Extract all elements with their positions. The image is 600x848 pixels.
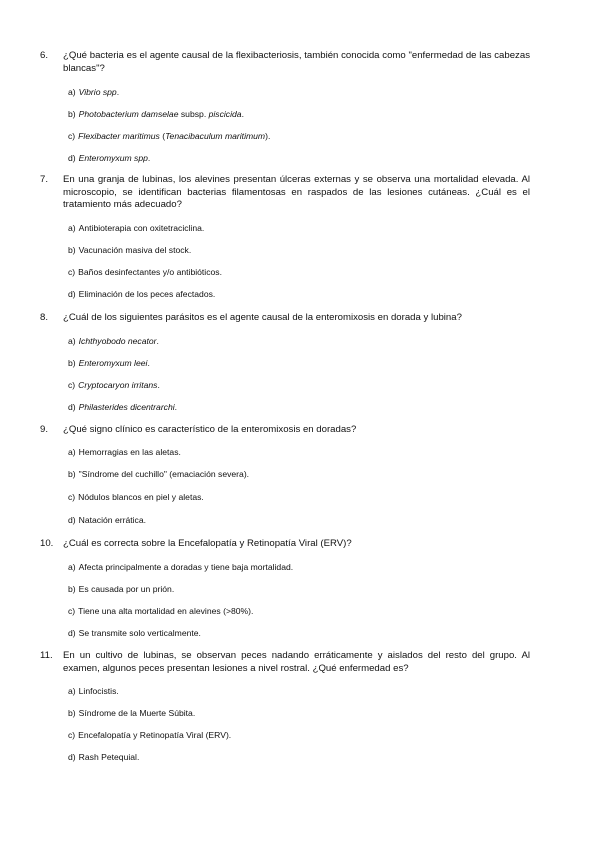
- option-letter: a): [68, 223, 76, 233]
- option-9c: [68, 492, 204, 503]
- option-text: Photobacterium damselae: [78, 109, 179, 119]
- option-text: Hemorragias en las aletas.: [78, 447, 181, 457]
- option-text: Síndrome de la Muerte Súbita.: [78, 708, 196, 718]
- option-text: Vibrio spp: [78, 87, 117, 97]
- option-11d: [68, 752, 139, 763]
- question-number: 11.: [40, 650, 53, 661]
- option-letter: b): [68, 245, 76, 255]
- option-10d: [68, 628, 201, 639]
- option-8b: [68, 358, 150, 369]
- option-10a: [68, 562, 293, 573]
- option-letter: b): [68, 358, 76, 368]
- option-7d: [68, 289, 215, 300]
- option-text: .: [174, 402, 178, 412]
- question-10: [40, 538, 530, 551]
- option-11b: [68, 708, 195, 719]
- question-number: 6.: [40, 50, 49, 61]
- option-letter: d): [68, 752, 76, 762]
- option-letter: a): [68, 447, 76, 457]
- option-text: piscicida: [208, 109, 242, 119]
- option-letter: d): [68, 515, 76, 525]
- option-6a: [68, 87, 119, 98]
- option-letter: a): [68, 562, 76, 572]
- option-letter: a): [68, 336, 76, 346]
- question-7: [40, 174, 530, 212]
- option-text: .: [156, 336, 159, 346]
- option-6b: [68, 109, 244, 120]
- option-letter: c): [68, 730, 76, 740]
- option-text: Tiene una alta mortalidad en alevines (>80%).: [78, 606, 254, 616]
- option-letter: b): [68, 469, 76, 479]
- option-text: Nódulos blancos en piel y aletas.: [78, 492, 204, 502]
- option-6d: [68, 153, 150, 164]
- option-letter: d): [68, 402, 76, 412]
- option-letter: c): [68, 492, 76, 502]
- option-text: subsp.: [178, 109, 209, 119]
- option-letter: d): [68, 153, 76, 163]
- option-text: Natación errática.: [78, 515, 147, 525]
- option-7b: [68, 245, 191, 256]
- option-letter: b): [68, 584, 76, 594]
- option-text: Baños desinfectantes y/o antibióticos.: [78, 267, 222, 277]
- option-7a: [68, 223, 204, 234]
- option-text: Vacunación masiva del stock.: [78, 245, 192, 255]
- question-text: ¿Cuál es correcta sobre la Encefalopatía y Retinopatía Viral (ERV)?: [63, 538, 352, 549]
- option-text: Tenacibaculum maritimum: [165, 131, 266, 141]
- option-letter: d): [68, 628, 76, 638]
- question-text: En un cultivo de lubinas, se observan peces nadando erráticamente y aislados del resto del grupo. Al examen, algunos peces presentan lesiones a nivel rostral. ¿Qué enfermedad es?: [63, 650, 530, 674]
- question-text: En una granja de lubinas, los alevines presentan úlceras externas y se observa una mortalidad elevada. Al microscopio, se identifican bacterias filamentosas en raspados de las lesiones cutáneas. ¿Cuál es el tratamiento más adecuado?: [63, 174, 530, 210]
- option-letter: d): [68, 289, 76, 299]
- question-number: 8.: [40, 312, 49, 323]
- question-number: 7.: [40, 174, 49, 185]
- option-text: Ichthyobodo necator: [78, 336, 157, 346]
- option-8d: [68, 402, 177, 413]
- option-9b: [68, 469, 249, 480]
- option-text: Linfocistis.: [78, 686, 119, 696]
- option-letter: c): [68, 380, 76, 390]
- option-text: "Síndrome del cuchillo" (emaciación severa).: [78, 469, 250, 479]
- option-text: .: [241, 109, 244, 119]
- option-text: Philasterides dicentrarchi: [78, 402, 175, 412]
- question-9: [40, 424, 530, 437]
- option-text: Antibioterapia con oxitetraciclina.: [78, 223, 205, 233]
- option-text: Enteromyxum leei: [78, 358, 148, 368]
- option-letter: b): [68, 109, 76, 119]
- option-text: .: [147, 153, 151, 163]
- option-6c: [68, 131, 270, 142]
- question-11: [40, 650, 530, 675]
- option-text: .: [147, 358, 150, 368]
- option-text: Es causada por un prión.: [78, 584, 175, 594]
- option-letter: b): [68, 708, 76, 718]
- option-8c: [68, 380, 160, 391]
- option-9a: [68, 447, 181, 458]
- option-text: Eliminación de los peces afectados.: [78, 289, 216, 299]
- option-text: (: [159, 131, 166, 141]
- option-letter: c): [68, 131, 76, 141]
- option-text: Flexibacter maritimus: [78, 131, 160, 141]
- question-text: ¿Qué signo clínico es característico de la enteromixosis en doradas?: [63, 424, 357, 435]
- option-text: Rash Petequial.: [78, 752, 140, 762]
- option-9d: [68, 515, 146, 526]
- option-text: Encefalopatía y Retinopatía Viral (ERV).: [78, 730, 232, 740]
- option-text: Enteromyxum spp: [78, 153, 148, 163]
- question-number: 10.: [40, 538, 54, 549]
- option-10c: [68, 606, 253, 617]
- option-letter: c): [68, 606, 76, 616]
- question-text: ¿Cuál de los siguientes parásitos es el agente causal de la enteromixosis en dorada y lubina?: [63, 312, 462, 323]
- option-text: Afecta principalmente a doradas y tiene baja mortalidad.: [78, 562, 294, 572]
- option-11c: [68, 730, 231, 741]
- question-8: [40, 312, 530, 325]
- question-text: ¿Qué bacteria es el agente causal de la flexibacteriosis, también conocida como "enfermedad de las cabezas blancas"?: [63, 50, 530, 74]
- option-text: ).: [265, 131, 271, 141]
- option-letter: c): [68, 267, 76, 277]
- option-text: .: [116, 87, 120, 97]
- option-text: .: [157, 380, 160, 390]
- option-letter: a): [68, 686, 76, 696]
- option-10b: [68, 584, 174, 595]
- option-7c: [68, 267, 222, 278]
- option-8a: [68, 336, 159, 347]
- option-text: Cryptocaryon irritans: [78, 380, 158, 390]
- question-number: 9.: [40, 424, 49, 435]
- question-6: [40, 50, 530, 75]
- option-11a: [68, 686, 119, 697]
- option-text: Se transmite solo verticalmente.: [78, 628, 201, 638]
- option-letter: a): [68, 87, 76, 97]
